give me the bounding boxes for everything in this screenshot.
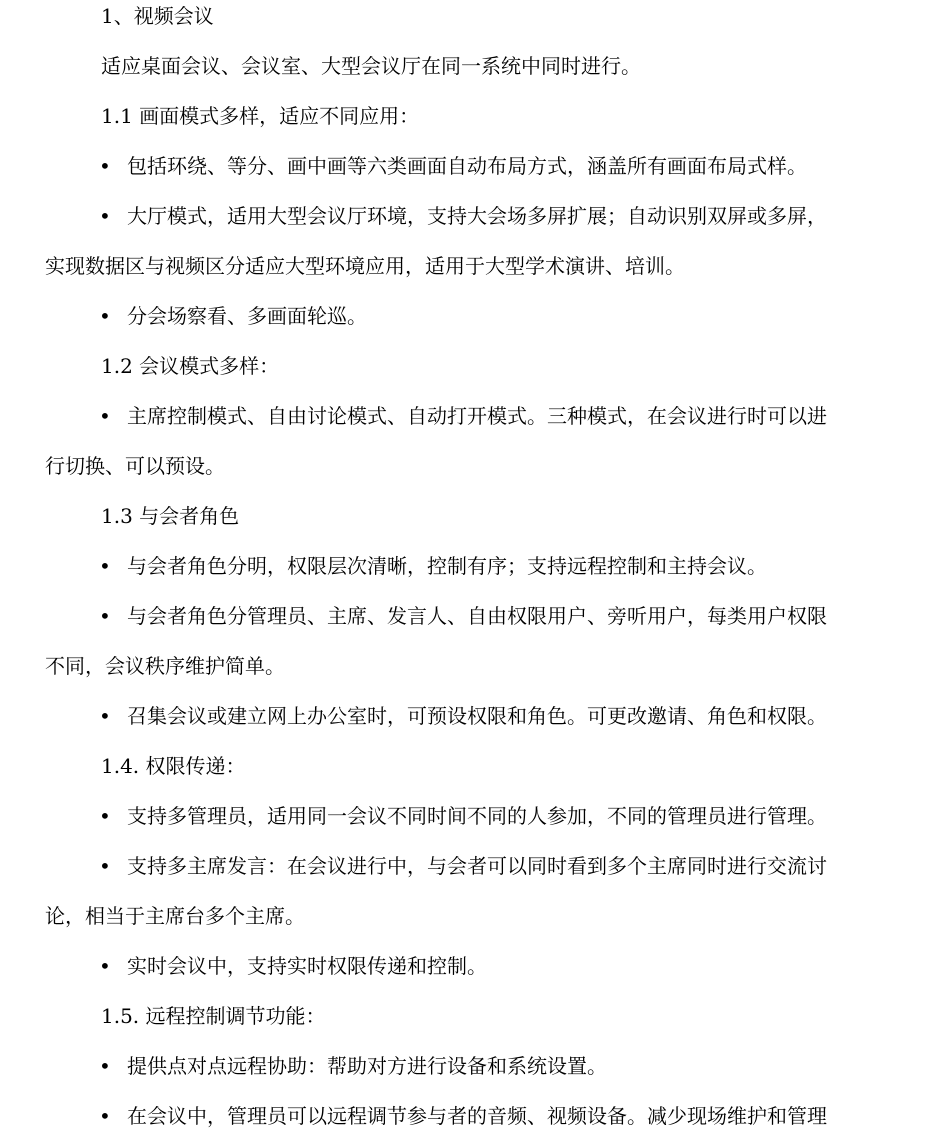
bullet-icon: • [99,204,111,228]
bullet-icon: • [99,554,111,578]
bullet-item [99,1103,827,1129]
bullet-text: 支持多管理员，适用同一会议不同时间不同的人参加，不同的管理员进行管理。 [127,804,827,828]
bullet-text: 分会场察看、多画面轮巡。 [127,304,367,328]
bullet-text: 在会议中，管理员可以远程调节参与者的音频、视频设备。减少现场维护和管理 [127,1104,827,1128]
bullet-text: 包括环绕、等分、画中画等六类画面自动布局方式，涵盖所有画面布局式样。 [127,154,807,178]
bullet-text: 主席控制模式、自由讨论模式、自动打开模式。三种模式，在会议进行时可以进 [127,404,827,428]
bullet-text: 召集会议或建立网上办公室时，可预设权限和角色。可更改邀请、角色和权限。 [127,704,827,728]
bullet-icon: • [99,704,111,728]
bullet-item [99,853,827,879]
bullet-icon: • [99,154,111,178]
bullet-text: 支持多主席发言：在会议进行中，与会者可以同时看到多个主席同时进行交流讨 [127,854,827,878]
bullet-icon: • [99,404,111,428]
heading-1-5: 1.5. 远程控制调节功能： [101,1004,326,1028]
bullet-text: 大厅模式，适用大型会议厅环境，支持大会场多屏扩展；自动识别双屏或多屏， [127,204,827,228]
intro-paragraph: 适应桌面会议、会议室、大型会议厅在同一系统中同时进行。 [101,54,641,78]
bullet-item [99,603,827,629]
bullet-continuation: 论，相当于主席台多个主席。 [45,904,305,928]
bullet-text: 与会者角色分明，权限层次清晰，控制有序；支持远程控制和主持会议。 [127,554,767,578]
bullet-item [99,303,367,329]
bullet-item [99,953,487,979]
bullet-icon: • [99,304,111,328]
bullet-icon: • [99,1104,111,1128]
heading-1-2: 1.2 会议模式多样： [101,354,280,378]
bullet-icon: • [99,954,111,978]
bullet-item [99,403,827,429]
bullet-text: 提供点对点远程协助：帮助对方进行设备和系统设置。 [127,1054,607,1078]
heading-1-4: 1.4. 权限传递： [101,754,246,778]
bullet-item [99,703,827,729]
bullet-icon: • [99,804,111,828]
bullet-item [99,553,767,579]
bullet-continuation: 行切换、可以预设。 [45,454,225,478]
bullet-item [99,153,807,179]
bullet-item [99,803,827,829]
bullet-text: 实时会议中，支持实时权限传递和控制。 [127,954,487,978]
bullet-item [99,1053,607,1079]
bullet-icon: • [99,854,111,878]
bullet-icon: • [99,604,111,628]
bullet-continuation: 实现数据区与视频区分适应大型环境应用，适用于大型学术演讲、培训。 [45,254,685,278]
bullet-continuation: 不同，会议秩序维护简单。 [45,654,285,678]
heading-1-1: 1.1 画面模式多样，适应不同应用： [101,104,420,128]
heading-1-3: 1.3 与会者角色 [101,504,240,528]
bullet-icon: • [99,1054,111,1078]
bullet-item [99,203,827,229]
section-title: 1、视频会议 [101,4,214,28]
bullet-text: 与会者角色分管理员、主席、发言人、自由权限用户、旁听用户，每类用户权限 [127,604,827,628]
